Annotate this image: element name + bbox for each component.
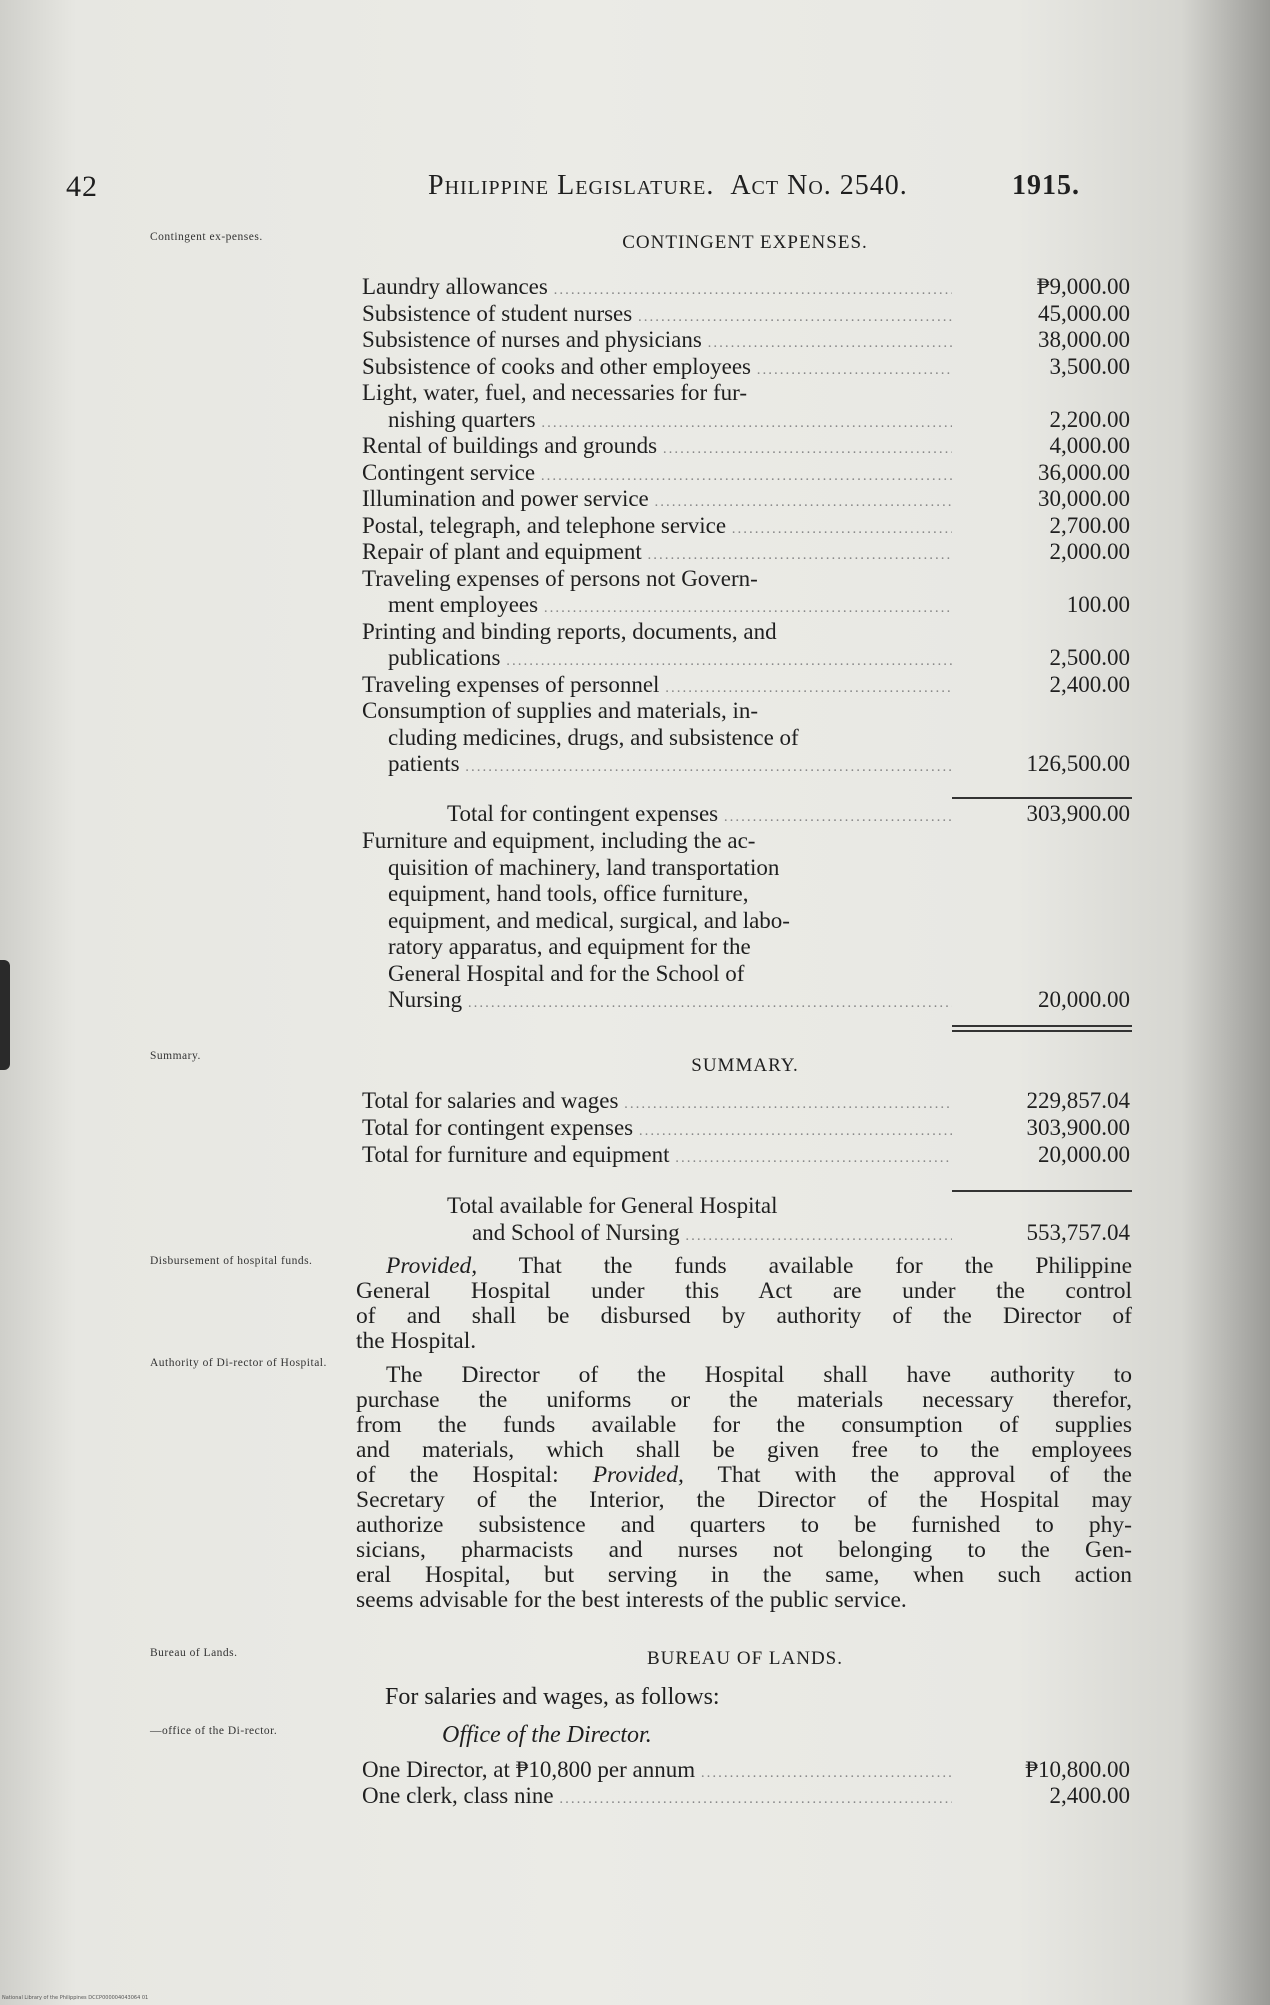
- furniture-line: equipment, and medical, surgical, and labo-: [388, 907, 790, 933]
- margin-note-office: —office of the Di-rector.: [150, 1725, 278, 1737]
- authority-line: The Director of the Hospital shall have authority to: [386, 1362, 1132, 1388]
- furniture-line: General Hospital and for the School of: [388, 960, 745, 986]
- contingent-item-row: [362, 459, 1142, 486]
- contingent-item-label: publications .....: [388, 644, 952, 675]
- contingent-item-amount: 30,000.00: [1038, 486, 1130, 511]
- furniture-line: ratory apparatus, and equipment for the: [388, 934, 751, 959]
- lands-intro: For salaries and wages, as follows:: [385, 1684, 720, 1710]
- summary-label: Total for salaries and wages .....: [362, 1087, 952, 1118]
- contingent-item-amount: 3,500.00: [1049, 353, 1130, 379]
- contingent-item-amount: 2,500.00: [1049, 645, 1130, 670]
- contingent-item-row: [362, 300, 1142, 327]
- proviso-italic: Provided,: [386, 1253, 478, 1279]
- contingent-item-label: Laundry allowances .....: [362, 273, 952, 304]
- summary-row: [362, 1087, 1142, 1114]
- contingent-item-label: Subsistence of cooks and other employees .....: [362, 353, 952, 384]
- lands-item-label: One clerk, class nine .....: [362, 1782, 952, 1813]
- contingent-item-label: Illumination and power service .....: [362, 485, 952, 516]
- contingent-total-row: [362, 800, 1142, 827]
- margin-note-authority: Authority of Di-rector of Hospital.: [150, 1357, 327, 1369]
- summary-row: [362, 1141, 1142, 1168]
- grand-total-line-2: and School of Nursing .....: [472, 1219, 952, 1250]
- contingent-item-amount: ₱9,000.00: [1036, 274, 1130, 299]
- contingent-item-label: patients .....: [388, 750, 952, 781]
- summary-label: Total for contingent expenses .....: [362, 1114, 952, 1145]
- margin-note-bureau: Bureau of Lands.: [150, 1647, 238, 1659]
- authority-line: and materials, which shall be given free to the employees: [356, 1437, 1132, 1463]
- lands-item-amount: ₱10,800.00: [1025, 1757, 1130, 1782]
- contingent-item-amount: 2,400.00: [1049, 671, 1130, 697]
- furniture-amount: 20,000.00: [1038, 987, 1130, 1012]
- contingent-item-row: [362, 406, 1142, 433]
- summary-amount: 20,000.00: [1038, 1142, 1130, 1167]
- contingent-item-amount: 36,000.00: [1038, 459, 1130, 485]
- grand-total-row: [362, 1219, 1142, 1246]
- authority-line: from the funds available for the consumption of supplies: [356, 1412, 1132, 1438]
- lands-item-label: One Director, at ₱10,800 per annum .....: [362, 1756, 952, 1787]
- contingent-item-row: [362, 538, 1142, 565]
- contingent-item-amount: 126,500.00: [1026, 751, 1130, 776]
- contingent-item-amount: 100.00: [1066, 592, 1130, 617]
- office-of-director-heading: Office of the Director.: [442, 1722, 652, 1748]
- authority-line-5-start: of the Hospital:: [356, 1462, 593, 1488]
- running-title: [428, 170, 908, 202]
- contingent-item-label: Repair of plant and equipment .....: [362, 538, 952, 569]
- summary-amount: 229,857.04: [1026, 1088, 1130, 1113]
- authority-line: authorize subsistence and quarters to be furnished to phy-: [356, 1512, 1132, 1538]
- contingent-item-line: Consumption of supplies and materials, in-: [362, 698, 759, 723]
- margin-note-disbursement: Disbursement of hospital funds.: [150, 1255, 313, 1267]
- page-year: 1915.: [1012, 170, 1080, 201]
- contingent-item-label: Rental of buildings and grounds .....: [362, 432, 952, 463]
- contingent-item-amount: 2,000.00: [1049, 539, 1130, 564]
- proviso-line-1: [356, 1254, 1132, 1279]
- contingent-item-row: [362, 326, 1142, 353]
- contingent-item-row: [362, 353, 1142, 380]
- heading-bureau-of-lands: BUREAU OF LANDS.: [647, 1648, 843, 1669]
- contingent-item-label: ment employees .....: [388, 591, 952, 622]
- proviso-line-1-text: That the funds available for the Philippine: [477, 1253, 1132, 1279]
- act-number: Act No. 2540.: [730, 170, 908, 201]
- furniture-line: equipment, hand tools, office furniture,: [388, 881, 749, 906]
- margin-note-contingent: Contingent ex-penses.: [150, 231, 263, 243]
- contingent-item-row: [362, 671, 1142, 698]
- contingent-item-label: Subsistence of nurses and physicians .....: [362, 326, 952, 357]
- contingent-item-amount: 2,200.00: [1049, 406, 1130, 432]
- contingent-item-line: Printing and binding reports, documents, and: [362, 618, 777, 644]
- authority-line: purchase the uniforms or the materials necessary therefor,: [356, 1387, 1132, 1413]
- authority-line-5: [356, 1463, 1132, 1488]
- contingent-item-label: Postal, telegraph, and telephone service .....: [362, 512, 952, 543]
- running-title-text: Philippine Legislature.: [428, 170, 715, 201]
- contingent-item-label: Subsistence of student nurses .....: [362, 300, 952, 331]
- furniture-row: [362, 986, 1142, 1013]
- contingent-item-row: [362, 485, 1142, 512]
- heading-contingent-expenses: CONTINGENT EXPENSES.: [622, 232, 868, 253]
- summary-amount: 303,900.00: [1026, 1115, 1130, 1140]
- contingent-item-row: [362, 432, 1142, 459]
- contingent-item-label: Traveling expenses of personnel .....: [362, 671, 952, 702]
- summary-label: Total for furniture and equipment .....: [362, 1141, 952, 1172]
- summary-row: [362, 1114, 1142, 1141]
- furniture-line: quisition of machinery, land transportation: [388, 854, 780, 880]
- subtotal-rule: [952, 797, 1132, 799]
- contingent-item-line: Light, water, fuel, and necessaries for fur-: [362, 380, 747, 405]
- contingent-item-row: [362, 750, 1142, 777]
- contingent-item-row: [362, 644, 1142, 671]
- contingent-total-amount: 303,900.00: [1026, 801, 1130, 826]
- furniture-line: Furniture and equipment, including the ac-: [362, 828, 756, 853]
- library-footer: National Library of the Philippines DCCP000004043064 01: [2, 1995, 149, 2001]
- contingent-item-line: cluding medicines, drugs, and subsistence of: [388, 724, 799, 750]
- grand-total-amount: 553,757.04: [1026, 1220, 1130, 1245]
- contingent-item-row: [362, 591, 1142, 618]
- proviso-line: of and shall be disbursed by authority of the Director of: [356, 1303, 1132, 1329]
- lands-item-amount: 2,400.00: [1049, 1783, 1130, 1808]
- contingent-item-amount: 45,000.00: [1038, 300, 1130, 326]
- double-rule: [952, 1025, 1132, 1032]
- contingent-item-row: [362, 512, 1142, 539]
- authority-line: seems advisable for the best interests of the public service.: [356, 1587, 907, 1613]
- lands-row: [362, 1756, 1142, 1783]
- authority-line-5-end: That with the approval of the: [683, 1462, 1132, 1488]
- authority-line: Secretary of the Interior, the Director of the Hospital may: [356, 1487, 1132, 1513]
- contingent-item-line: Traveling expenses of persons not Govern-: [362, 565, 758, 591]
- contingent-item-amount: 38,000.00: [1038, 327, 1130, 352]
- furniture-label: Nursing .....: [388, 986, 952, 1017]
- authority-paragraph: [356, 1363, 1132, 1613]
- contingent-total-label: Total for contingent expenses .....: [447, 800, 952, 831]
- proviso-line: the Hospital.: [356, 1328, 477, 1354]
- authority-line: sicians, pharmacists and nurses not belonging to the Gen-: [356, 1537, 1132, 1563]
- contingent-item-label: nishing quarters .....: [388, 406, 952, 437]
- contingent-item-amount: 4,000.00: [1049, 433, 1130, 458]
- binding-shadow: [0, 960, 10, 1070]
- proviso-line: General Hospital under this Act are under the control: [356, 1278, 1132, 1304]
- page-number: 42: [66, 170, 98, 203]
- proviso-paragraph: [356, 1254, 1132, 1354]
- summary-rule: [952, 1190, 1132, 1192]
- authority-italic: Provided,: [592, 1462, 684, 1488]
- contingent-item-row: [362, 273, 1142, 300]
- contingent-item-amount: 2,700.00: [1049, 512, 1130, 538]
- margin-note-summary: Summary.: [150, 1050, 201, 1062]
- lands-row: [362, 1782, 1142, 1809]
- grand-total-line-1: Total available for General Hospital: [447, 1193, 778, 1218]
- authority-line: eral Hospital, but serving in the same, when such action: [356, 1562, 1132, 1588]
- heading-summary: SUMMARY.: [691, 1055, 799, 1076]
- contingent-item-label: Contingent service .....: [362, 459, 952, 490]
